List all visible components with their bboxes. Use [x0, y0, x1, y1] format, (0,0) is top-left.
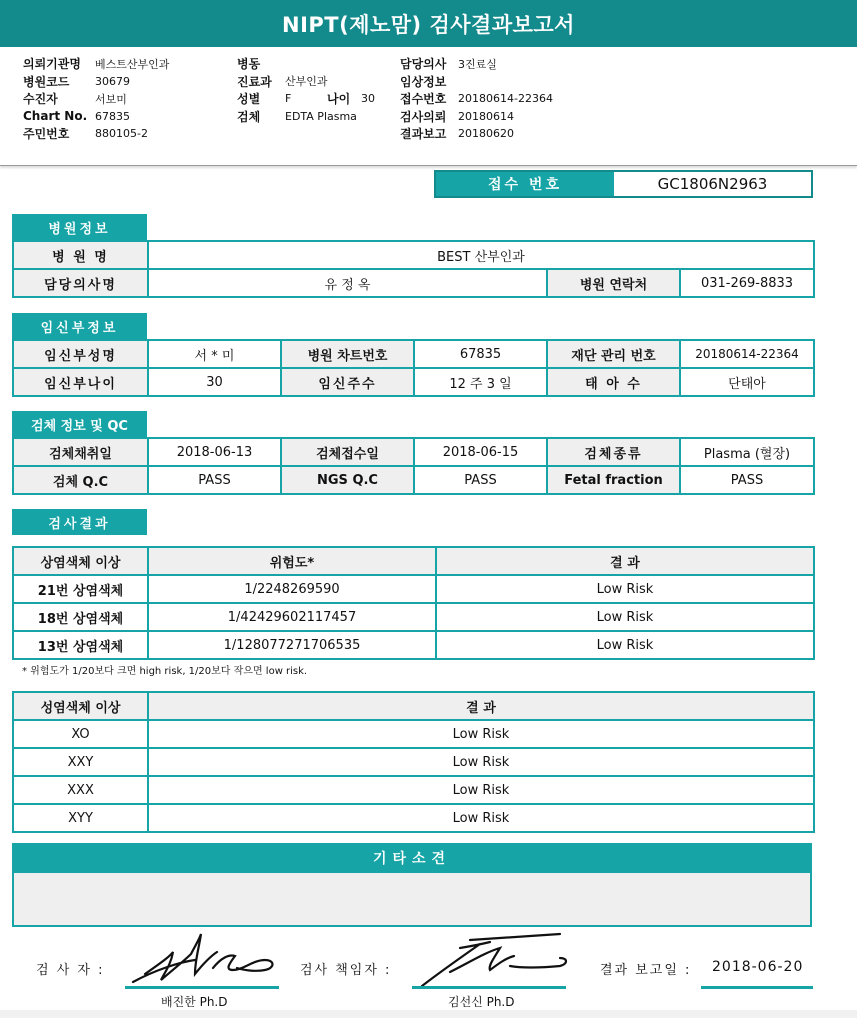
table-row — [13, 748, 814, 776]
specimen-section-tab: 검체 정보 및 QC — [12, 411, 147, 437]
risk-note: * 위험도가 1/20보다 크면 high risk, 1/20보다 작으면 low risk. — [22, 666, 308, 677]
doctor-name-value: 유 정 옥 — [148, 269, 547, 297]
hospital-code-label: 병원코드 — [23, 74, 70, 89]
tester-name: 배진한 Ph.D — [161, 995, 228, 1009]
sex-chromosome-name: XXX — [13, 776, 148, 804]
report-date-label: 결과 보고일 : — [600, 963, 692, 978]
remarks-body — [12, 873, 812, 927]
receipt-date-value: 2018-06-15 — [414, 438, 547, 466]
request-date-value: 20180614 — [458, 109, 514, 123]
specimen-qc-value: PASS — [148, 466, 281, 494]
risk-header: 위험도* — [148, 547, 436, 575]
report-date-header-label: 결과보고 — [400, 127, 447, 142]
header-info — [0, 47, 857, 166]
footer-strip — [0, 1010, 857, 1018]
chart-number-value: 67835 — [414, 340, 547, 368]
risk-value: 1/2248269590 — [148, 575, 436, 603]
chart-no-label: Chart No. — [23, 109, 88, 124]
responsible-label: 검사 책임자 : — [300, 963, 392, 978]
chromosome-name: 18번 상염색체 — [13, 603, 148, 631]
fetal-fraction-value: PASS — [680, 466, 814, 494]
hospital-name-label: 병 원 명 — [13, 241, 148, 269]
age-value: 30 — [361, 92, 375, 106]
management-number-label: 재단 관리 번호 — [547, 340, 680, 368]
client-label: 의뢰기관명 — [23, 57, 81, 72]
sex-chromosome-name: XXY — [13, 748, 148, 776]
resident-no-value: 880105-2 — [95, 127, 148, 141]
risk-value: 1/42429602117457 — [148, 603, 436, 631]
result-value: Low Risk — [436, 603, 814, 631]
management-number-value: 20180614-22364 — [680, 340, 814, 368]
request-date-label: 검사의뢰 — [400, 109, 447, 124]
ngs-qc-label: NGS Q.C — [281, 466, 414, 494]
collection-date-label: 검체채취일 — [13, 438, 148, 466]
patient-value: 서보미 — [95, 92, 127, 106]
chromosome-name: 13번 상염색체 — [13, 631, 148, 659]
resident-no-label: 주민번호 — [23, 127, 70, 142]
sex-chromosome-table — [12, 691, 815, 833]
sex-chromosome-name: XYY — [13, 804, 148, 832]
hospital-name-value: BEST 산부인과 — [148, 241, 814, 269]
hospital-table — [12, 240, 815, 298]
department-value: 산부인과 — [285, 75, 328, 89]
sex-chromosome-header: 성염색체 이상 — [13, 692, 148, 720]
accession-value: GC1806N2963 — [614, 172, 811, 196]
receipt-no-label: 접수번호 — [400, 92, 447, 107]
table-row — [13, 631, 814, 659]
responsible-name: 김선신 Ph.D — [448, 995, 515, 1009]
patient-label: 수진자 — [23, 92, 58, 107]
accession-box — [434, 170, 813, 198]
result-header: 결 과 — [436, 547, 814, 575]
doctor-name-label: 담당의사명 — [13, 269, 148, 297]
accession-label: 접수 번호 — [436, 172, 614, 196]
gestation-weeks-label: 임신주수 — [281, 368, 414, 396]
report-date-value: 2018-06-20 — [712, 959, 804, 975]
tester-signature — [125, 930, 285, 990]
chart-number-label: 병원 차트번호 — [281, 340, 414, 368]
clinical-info-label: 임상정보 — [400, 74, 447, 89]
remarks-title: 기타소견 — [12, 843, 812, 873]
gestation-weeks-value: 12 주 3 일 — [414, 368, 547, 396]
pregnant-name-value: 서 * 미 — [148, 340, 281, 368]
sex-value: F — [285, 92, 292, 106]
pregnant-table — [12, 339, 815, 397]
hospital-contact-value: 031-269-8833 — [680, 269, 814, 297]
pregnant-section-tab: 임신부정보 — [12, 313, 147, 339]
hospital-contact-label: 병원 연락처 — [547, 269, 680, 297]
sex-result-value: Low Risk — [148, 748, 814, 776]
specimen-label: 검체 — [237, 109, 261, 124]
table-row — [13, 603, 814, 631]
result-value: Low Risk — [436, 631, 814, 659]
specimen-type-value: Plasma (혈장) — [680, 438, 814, 466]
table-row — [13, 776, 814, 804]
specimen-type-label: 검체종류 — [547, 438, 680, 466]
sex-result-value: Low Risk — [148, 804, 814, 832]
ward-label: 병동 — [237, 57, 261, 72]
client-value: 베스트산부인과 — [95, 57, 170, 71]
report-date-underline — [701, 986, 813, 989]
result-value: Low Risk — [436, 575, 814, 603]
ngs-qc-value: PASS — [414, 466, 547, 494]
chromosome-name: 21번 상염색체 — [13, 575, 148, 603]
pregnant-age-value: 30 — [148, 368, 281, 396]
department-label: 진료과 — [237, 74, 272, 89]
specimen-table — [12, 437, 815, 495]
tester-underline — [125, 986, 279, 989]
responsible-underline — [412, 986, 566, 989]
age-label: 나이 — [327, 92, 351, 107]
collection-date-value: 2018-06-13 — [148, 438, 281, 466]
hospital-section-tab: 병원정보 — [12, 214, 147, 240]
table-row — [13, 804, 814, 832]
chart-no-value: 67835 — [95, 109, 130, 123]
tester-label: 검 사 자 : — [36, 963, 105, 978]
autosome-header: 상염색체 이상 — [13, 547, 148, 575]
risk-value: 1/128077271706535 — [148, 631, 436, 659]
pregnant-age-label: 임신부나이 — [13, 368, 148, 396]
fetal-fraction-label: Fetal fraction — [547, 466, 680, 494]
doctor-label: 담당의사 — [400, 57, 447, 72]
fetus-count-value: 단태아 — [680, 368, 814, 396]
results-section-tab: 검사결과 — [12, 509, 147, 535]
specimen-value: EDTA Plasma — [285, 109, 357, 123]
doctor-value: 3진료실 — [458, 57, 497, 71]
pregnant-name-label: 임신부성명 — [13, 340, 148, 368]
sex-result-header: 결 과 — [148, 692, 814, 720]
receipt-date-label: 검체접수일 — [281, 438, 414, 466]
sex-result-value: Low Risk — [148, 776, 814, 804]
sex-chromosome-name: XO — [13, 720, 148, 748]
responsible-signature — [410, 928, 580, 992]
header-col-1 — [23, 55, 169, 143]
receipt-no-value: 20180614-22364 — [458, 92, 553, 106]
sex-label: 성별 — [237, 92, 261, 107]
sex-result-value: Low Risk — [148, 720, 814, 748]
specimen-qc-label: 검체 Q.C — [13, 466, 148, 494]
table-row — [13, 575, 814, 603]
table-row — [13, 720, 814, 748]
header-col-2 — [237, 55, 375, 125]
autosome-results-table — [12, 546, 815, 660]
header-col-3 — [400, 55, 553, 143]
hospital-code-value: 30679 — [95, 74, 130, 88]
fetus-count-label: 태 아 수 — [547, 368, 680, 396]
report-date-header-value: 20180620 — [458, 127, 514, 141]
report-title: NIPT(제노맘) 검사결과보고서 — [0, 0, 857, 47]
